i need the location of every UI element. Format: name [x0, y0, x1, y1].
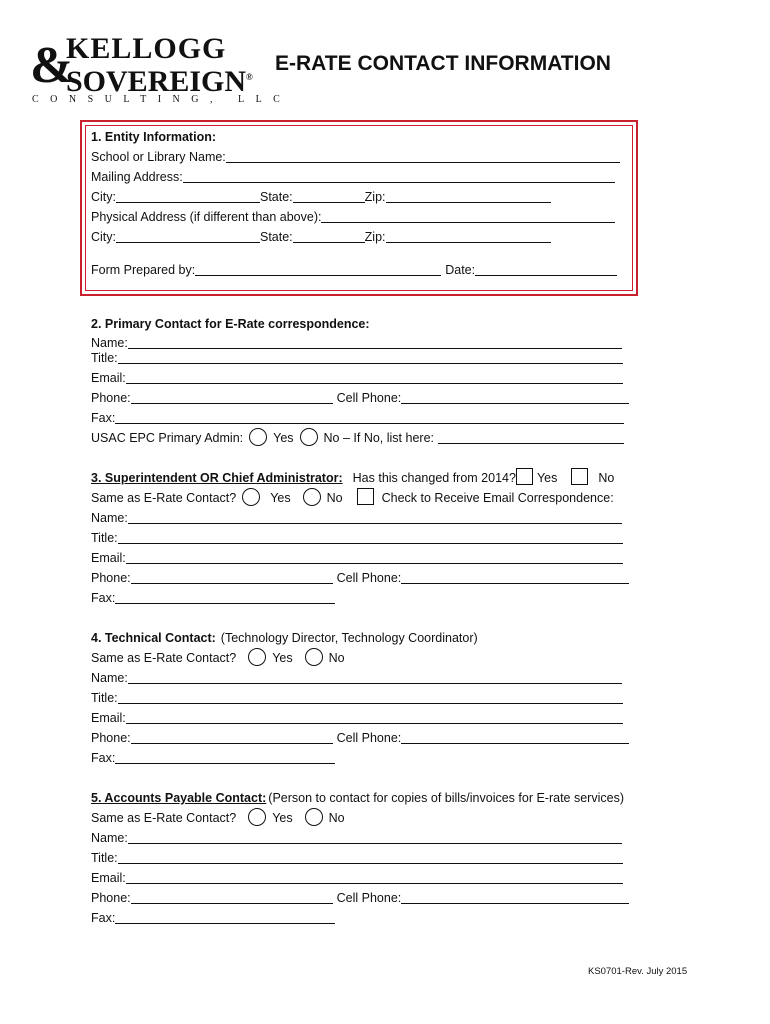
logo-line1: KELLOGG — [66, 32, 227, 65]
mailing-address-label: Mailing Address: — [91, 170, 183, 184]
s5-fax-row — [91, 909, 335, 927]
logo-line2: SOVEREIGN® — [66, 65, 253, 98]
s4-phone-row — [91, 729, 629, 747]
title-label: Title: — [91, 851, 118, 865]
state-label: State: — [260, 190, 293, 204]
s4-same-yes-radio[interactable] — [248, 648, 266, 666]
email-label: Email: — [91, 371, 126, 385]
s5-name-row — [91, 829, 622, 847]
s5-phone-row — [91, 889, 629, 907]
cell-phone-label: Cell Phone: — [336, 891, 402, 905]
email-label: Email: — [91, 711, 126, 725]
physical-address-field[interactable] — [321, 208, 615, 223]
s2-phone-field[interactable] — [131, 389, 333, 404]
usac-admin-row — [91, 429, 624, 447]
s4-title-row — [91, 689, 623, 707]
usac-no-radio[interactable] — [300, 428, 318, 446]
name-label: Name: — [91, 671, 128, 685]
changed-yes-checkbox[interactable] — [516, 468, 533, 485]
s2-fax-row — [91, 409, 624, 427]
school-name-field[interactable] — [226, 148, 620, 163]
s5-email-row — [91, 869, 623, 887]
title-label: Title: — [91, 531, 118, 545]
s5-same-yes-radio[interactable] — [248, 808, 266, 826]
company-logo — [30, 32, 292, 106]
s3-name-field[interactable] — [128, 509, 622, 524]
s3-phone-row — [91, 569, 629, 587]
section1-heading: 1. Entity Information: — [91, 130, 216, 144]
changed-no-label: No — [598, 471, 615, 485]
phone-label: Phone: — [91, 891, 131, 905]
s2-fax-field[interactable] — [115, 409, 624, 424]
city-label: City: — [91, 230, 116, 244]
s3-same-yes-radio[interactable] — [242, 488, 260, 506]
same-as-label: Same as E-Rate Contact? — [91, 491, 237, 505]
s2-email-field[interactable] — [126, 369, 623, 384]
s3-fax-row — [91, 589, 335, 607]
mailing-address-row — [91, 168, 615, 186]
s5-same-no-radio[interactable] — [305, 808, 323, 826]
revision-footer: KS0701-Rev. July 2015 — [588, 966, 688, 977]
fax-label: Fax: — [91, 411, 116, 425]
s4-phone-field[interactable] — [131, 729, 333, 744]
s3-name-row — [91, 509, 622, 527]
s4-name-row — [91, 669, 622, 687]
state-label: State: — [260, 230, 293, 244]
s4-cell-phone-field[interactable] — [401, 729, 629, 744]
s3-cell-phone-field[interactable] — [401, 569, 629, 584]
name-label: Name: — [91, 831, 128, 845]
s4-same-yes-label: Yes — [272, 651, 293, 665]
s3-email-row — [91, 549, 623, 567]
fax-label: Fax: — [91, 591, 116, 605]
school-name-label: School or Library Name: — [91, 150, 226, 164]
date-label: Date: — [445, 263, 476, 277]
usac-list-field[interactable] — [438, 429, 624, 444]
s3-title-row — [91, 529, 623, 547]
section5-heading: 5. Accounts Payable Contact: — [91, 791, 267, 805]
state-field[interactable] — [293, 228, 365, 243]
name-label: Name: — [91, 336, 128, 350]
s5-same-yes-label: Yes — [272, 811, 293, 825]
s3-phone-field[interactable] — [131, 569, 333, 584]
usac-no-label: No – If No, list here: — [323, 431, 434, 445]
same-as-label: Same as E-Rate Contact? — [91, 811, 237, 825]
s3-same-no-radio[interactable] — [303, 488, 321, 506]
s3-title-field[interactable] — [118, 529, 623, 544]
state-field[interactable] — [293, 188, 365, 203]
section4-heading: 4. Technical Contact: — [91, 631, 216, 645]
s4-name-field[interactable] — [128, 669, 622, 684]
email-label: Email: — [91, 871, 126, 885]
same-as-label: Same as E-Rate Contact? — [91, 651, 237, 665]
phone-label: Phone: — [91, 571, 131, 585]
s4-title-field[interactable] — [118, 689, 623, 704]
mailing-address-field[interactable] — [183, 168, 615, 183]
title-label: Title: — [91, 691, 118, 705]
form-prepared-label: Form Prepared by: — [91, 263, 196, 277]
city-state-zip-row-2 — [91, 228, 551, 246]
s2-phone-row — [91, 389, 629, 407]
changed-question: Has this changed from 2014? — [352, 471, 516, 485]
form-prepared-field[interactable] — [195, 261, 441, 276]
email-correspondence-label: Check to Receive Email Correspondence: — [381, 491, 614, 505]
section5-subtitle: (Person to contact for copies of bills/invoices for E-rate services) — [268, 791, 624, 805]
zip-label: Zip: — [364, 230, 386, 244]
phone-label: Phone: — [91, 731, 131, 745]
s5-email-field[interactable] — [126, 869, 623, 884]
s4-email-field[interactable] — [126, 709, 623, 724]
s5-name-field[interactable] — [128, 829, 622, 844]
s4-same-no-label: No — [328, 651, 345, 665]
zip-field[interactable] — [386, 228, 551, 243]
city-field[interactable] — [116, 188, 260, 203]
logo-tagline: CONSULTING, LLC — [32, 94, 292, 105]
cell-phone-label: Cell Phone: — [336, 571, 402, 585]
physical-address-label: Physical Address (if different than above): — [91, 210, 322, 224]
changed-yes-label: Yes — [536, 471, 558, 485]
zip-field[interactable] — [386, 188, 551, 203]
s4-fax-field[interactable] — [115, 749, 335, 764]
changed-no-checkbox[interactable] — [571, 468, 588, 485]
logo-ampersand: & — [30, 37, 74, 94]
city-label: City: — [91, 190, 116, 204]
s4-email-row — [91, 709, 623, 727]
section2-heading: 2. Primary Contact for E-Rate correspondence: — [91, 317, 370, 331]
s5-cell-phone-field[interactable] — [401, 889, 629, 904]
section4-heading-row — [91, 629, 478, 647]
s5-fax-field[interactable] — [115, 909, 335, 924]
s4-same-no-radio[interactable] — [305, 648, 323, 666]
s5-title-field[interactable] — [118, 849, 623, 864]
s5-phone-field[interactable] — [131, 889, 333, 904]
city-field[interactable] — [116, 228, 260, 243]
s3-fax-field[interactable] — [115, 589, 335, 604]
email-correspondence-checkbox[interactable] — [357, 488, 374, 505]
s5-title-row — [91, 849, 623, 867]
s2-title-row — [91, 349, 623, 367]
school-name-row — [91, 148, 620, 166]
section3-heading-row — [91, 469, 614, 487]
s2-email-row — [91, 369, 623, 387]
section3-heading: 3. Superintendent OR Chief Administrator: — [91, 471, 343, 485]
section4-subtitle: (Technology Director, Technology Coordinator) — [220, 631, 478, 645]
email-label: Email: — [91, 551, 126, 565]
fax-label: Fax: — [91, 911, 116, 925]
s3-same-no-label: No — [326, 491, 343, 505]
physical-address-row — [91, 208, 615, 226]
name-label: Name: — [91, 511, 128, 525]
cell-phone-label: Cell Phone: — [336, 391, 402, 405]
s2-cell-phone-field[interactable] — [401, 389, 629, 404]
s3-same-as-row — [91, 489, 614, 507]
title-label: Title: — [91, 351, 118, 365]
section5-heading-row — [91, 789, 624, 807]
phone-label: Phone: — [91, 391, 131, 405]
cell-phone-label: Cell Phone: — [336, 731, 402, 745]
usac-yes-radio[interactable] — [249, 428, 267, 446]
s2-title-field[interactable] — [118, 349, 623, 364]
s5-same-as-row — [91, 809, 345, 827]
s5-same-no-label: No — [328, 811, 345, 825]
usac-admin-label: USAC EPC Primary Admin: — [91, 431, 244, 445]
s4-fax-row — [91, 749, 335, 767]
fax-label: Fax: — [91, 751, 116, 765]
s3-same-yes-label: Yes — [270, 491, 291, 505]
s4-same-as-row — [91, 649, 345, 667]
s3-email-field[interactable] — [126, 549, 623, 564]
form-prepared-row — [91, 261, 617, 279]
date-field[interactable] — [475, 261, 617, 276]
usac-yes-label: Yes — [273, 431, 294, 445]
page-title: E-RATE CONTACT INFORMATION — [275, 52, 611, 75]
zip-label: Zip: — [364, 190, 386, 204]
city-state-zip-row — [91, 188, 551, 206]
s2-name-field[interactable] — [128, 334, 622, 349]
